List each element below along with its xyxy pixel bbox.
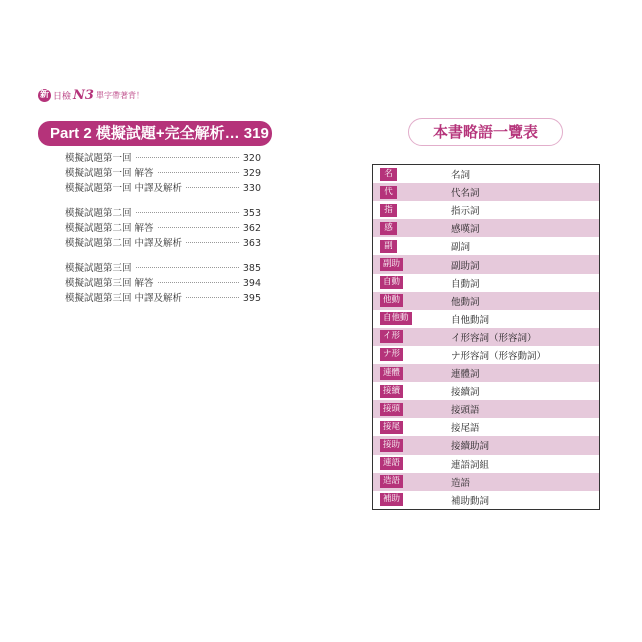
abbreviation-row xyxy=(373,292,599,310)
abbreviation-row xyxy=(373,364,599,382)
toc-group xyxy=(65,205,261,250)
toc-entry xyxy=(65,180,261,195)
abbreviation-cell xyxy=(373,240,451,253)
abbreviation-cell xyxy=(373,493,451,506)
abbreviation-row xyxy=(373,436,599,454)
abbreviation-row xyxy=(373,219,599,237)
abbreviation-meaning: 補助動詞 xyxy=(451,495,490,507)
abbreviation-cell xyxy=(373,312,451,325)
abbreviation-cell xyxy=(373,403,451,416)
toc-entry-page: 394 xyxy=(242,278,261,289)
abbreviation-badge: 名 xyxy=(380,168,397,181)
abbreviation-cell xyxy=(373,276,451,289)
abbreviation-cell xyxy=(373,330,451,343)
toc-entry-title: 模擬試題第二回 解答 xyxy=(65,223,154,234)
abbreviation-badge: 補助 xyxy=(380,493,403,506)
toc-entry-page: 329 xyxy=(242,168,261,179)
abbreviation-badge: 自他動 xyxy=(380,312,412,325)
abbreviation-badge: 副 xyxy=(380,240,397,253)
abbreviation-cell xyxy=(373,367,451,380)
toc-entry-title: 模擬試題第一回 中譯及解析 xyxy=(65,183,183,194)
abbreviation-badge: 副助 xyxy=(380,258,403,271)
abbreviation-meaning: 代名詞 xyxy=(451,188,480,200)
abbreviation-meaning: イ形容詞（形容詞） xyxy=(451,332,537,344)
abbreviation-badge: 感 xyxy=(380,222,397,235)
dot-leader xyxy=(186,297,239,298)
toc-entry-title: 模擬試題第三回 解答 xyxy=(65,278,154,289)
abbreviation-row xyxy=(373,473,599,491)
toc-entry xyxy=(65,235,261,250)
toc-entry xyxy=(65,205,261,220)
abbreviation-meaning: 接續助詞 xyxy=(451,441,490,453)
table-of-contents xyxy=(65,150,261,315)
abbreviation-row xyxy=(373,382,599,400)
abbreviation-meaning: 自他動詞 xyxy=(451,314,490,326)
dot-leader xyxy=(158,282,239,283)
abbreviation-row xyxy=(373,328,599,346)
logo-level: N3 xyxy=(73,87,94,103)
toc-entry xyxy=(65,165,261,180)
abbreviation-badge: 代 xyxy=(380,186,397,199)
dot-leader xyxy=(136,212,239,213)
logo-tagline: 單字帶著背！ xyxy=(95,90,144,100)
abbreviation-badge: 接頭 xyxy=(380,403,403,416)
abbreviation-cell xyxy=(373,186,451,199)
abbreviation-row xyxy=(373,491,599,509)
abbreviation-meaning: 自動詞 xyxy=(451,278,480,290)
toc-entry-title: 模擬試題第三回 xyxy=(65,263,132,274)
abbreviation-badge: イ形 xyxy=(380,330,403,343)
abbreviation-badge: 接續 xyxy=(380,385,403,398)
toc-entry-page: 395 xyxy=(242,293,261,304)
series-logo xyxy=(38,87,144,103)
abbreviation-cell xyxy=(373,439,451,452)
abbreviation-meaning: 連體詞 xyxy=(451,369,480,381)
dot-leader xyxy=(136,267,239,268)
abbreviation-cell xyxy=(373,294,451,307)
abbreviation-cell xyxy=(373,258,451,271)
abbreviation-badge: 他動 xyxy=(380,294,403,307)
dot-leader xyxy=(186,187,239,188)
abbreviation-meaning: 副詞 xyxy=(451,242,471,254)
toc-group xyxy=(65,150,261,195)
toc-entry-title: 模擬試題第一回 解答 xyxy=(65,168,154,179)
toc-entry-page: 363 xyxy=(242,238,261,249)
toc-entry xyxy=(65,220,261,235)
abbreviation-meaning: 指示詞 xyxy=(451,206,480,218)
abbreviation-meaning: 造語 xyxy=(451,477,471,489)
abbreviation-meaning: 名詞 xyxy=(451,170,471,182)
abbreviation-row xyxy=(373,418,599,436)
abbreviation-cell xyxy=(373,222,451,235)
toc-entry-page: 320 xyxy=(242,153,261,164)
abbreviation-row xyxy=(373,400,599,418)
toc-entry xyxy=(65,260,261,275)
abbreviation-badge: 造語 xyxy=(380,475,403,488)
dot-leader xyxy=(186,242,239,243)
abbreviation-badge: 接助 xyxy=(380,439,403,452)
abbreviation-row xyxy=(373,201,599,219)
abbreviation-badge: 連語 xyxy=(380,457,403,470)
abbreviation-meaning: 他動詞 xyxy=(451,296,480,308)
abbreviation-meaning: 接頭語 xyxy=(451,405,480,417)
dot-leader xyxy=(158,172,239,173)
abbreviation-cell xyxy=(373,475,451,488)
abbreviation-row xyxy=(373,455,599,473)
abbreviation-row xyxy=(373,183,599,201)
abbreviation-badge: 接尾 xyxy=(380,421,403,434)
toc-entry-title: 模擬試題第二回 中譯及解析 xyxy=(65,238,183,249)
toc-entry-page: 385 xyxy=(242,263,261,274)
abbreviation-row xyxy=(373,165,599,183)
toc-entry-page: 362 xyxy=(242,223,261,234)
toc-entry-title: 模擬試題第二回 xyxy=(65,208,132,219)
part-banner: Part 2 模擬試題+完全解析… 319 xyxy=(38,121,272,146)
toc-entry-title: 模擬試題第一回 xyxy=(65,153,132,164)
toc-entry-page: 353 xyxy=(242,208,261,219)
abbreviation-badge: 連體 xyxy=(380,367,403,380)
abbreviation-meaning: 感嘆詞 xyxy=(451,224,480,236)
dot-leader xyxy=(136,157,239,158)
abbreviation-cell xyxy=(373,168,451,181)
abbreviation-row xyxy=(373,346,599,364)
toc-group xyxy=(65,260,261,305)
abbreviation-meaning: 連語詞組 xyxy=(451,459,490,471)
abbreviation-cell xyxy=(373,421,451,434)
abbreviation-row xyxy=(373,237,599,255)
abbreviation-row xyxy=(373,274,599,292)
abbreviation-meaning: ナ形容詞（形容動詞） xyxy=(451,350,547,362)
abbreviation-row xyxy=(373,310,599,328)
abbreviation-table xyxy=(372,164,600,510)
abbreviation-meaning: 接續詞 xyxy=(451,387,480,399)
abbreviation-row xyxy=(373,255,599,273)
abbreviation-cell xyxy=(373,457,451,470)
abbreviation-badge: 指 xyxy=(380,204,397,217)
toc-entry xyxy=(65,275,261,290)
abbreviation-meaning: 副助詞 xyxy=(451,260,480,272)
abbreviation-cell xyxy=(373,385,451,398)
abbreviation-cell xyxy=(373,348,451,361)
abbreviation-badge: ナ形 xyxy=(380,348,403,361)
abbreviation-cell xyxy=(373,204,451,217)
abbreviation-badge: 自動 xyxy=(380,276,403,289)
toc-entry xyxy=(65,150,261,165)
toc-entry-page: 330 xyxy=(242,183,261,194)
toc-entry-title: 模擬試題第三回 中譯及解析 xyxy=(65,293,183,304)
toc-entry xyxy=(65,290,261,305)
logo-text: 日檢 xyxy=(53,91,72,102)
dot-leader xyxy=(158,227,239,228)
abbreviation-meaning: 接尾語 xyxy=(451,423,480,435)
abbreviation-table-title: 本書略語一覽表 xyxy=(408,118,563,146)
logo-badge: 新 xyxy=(39,89,49,100)
